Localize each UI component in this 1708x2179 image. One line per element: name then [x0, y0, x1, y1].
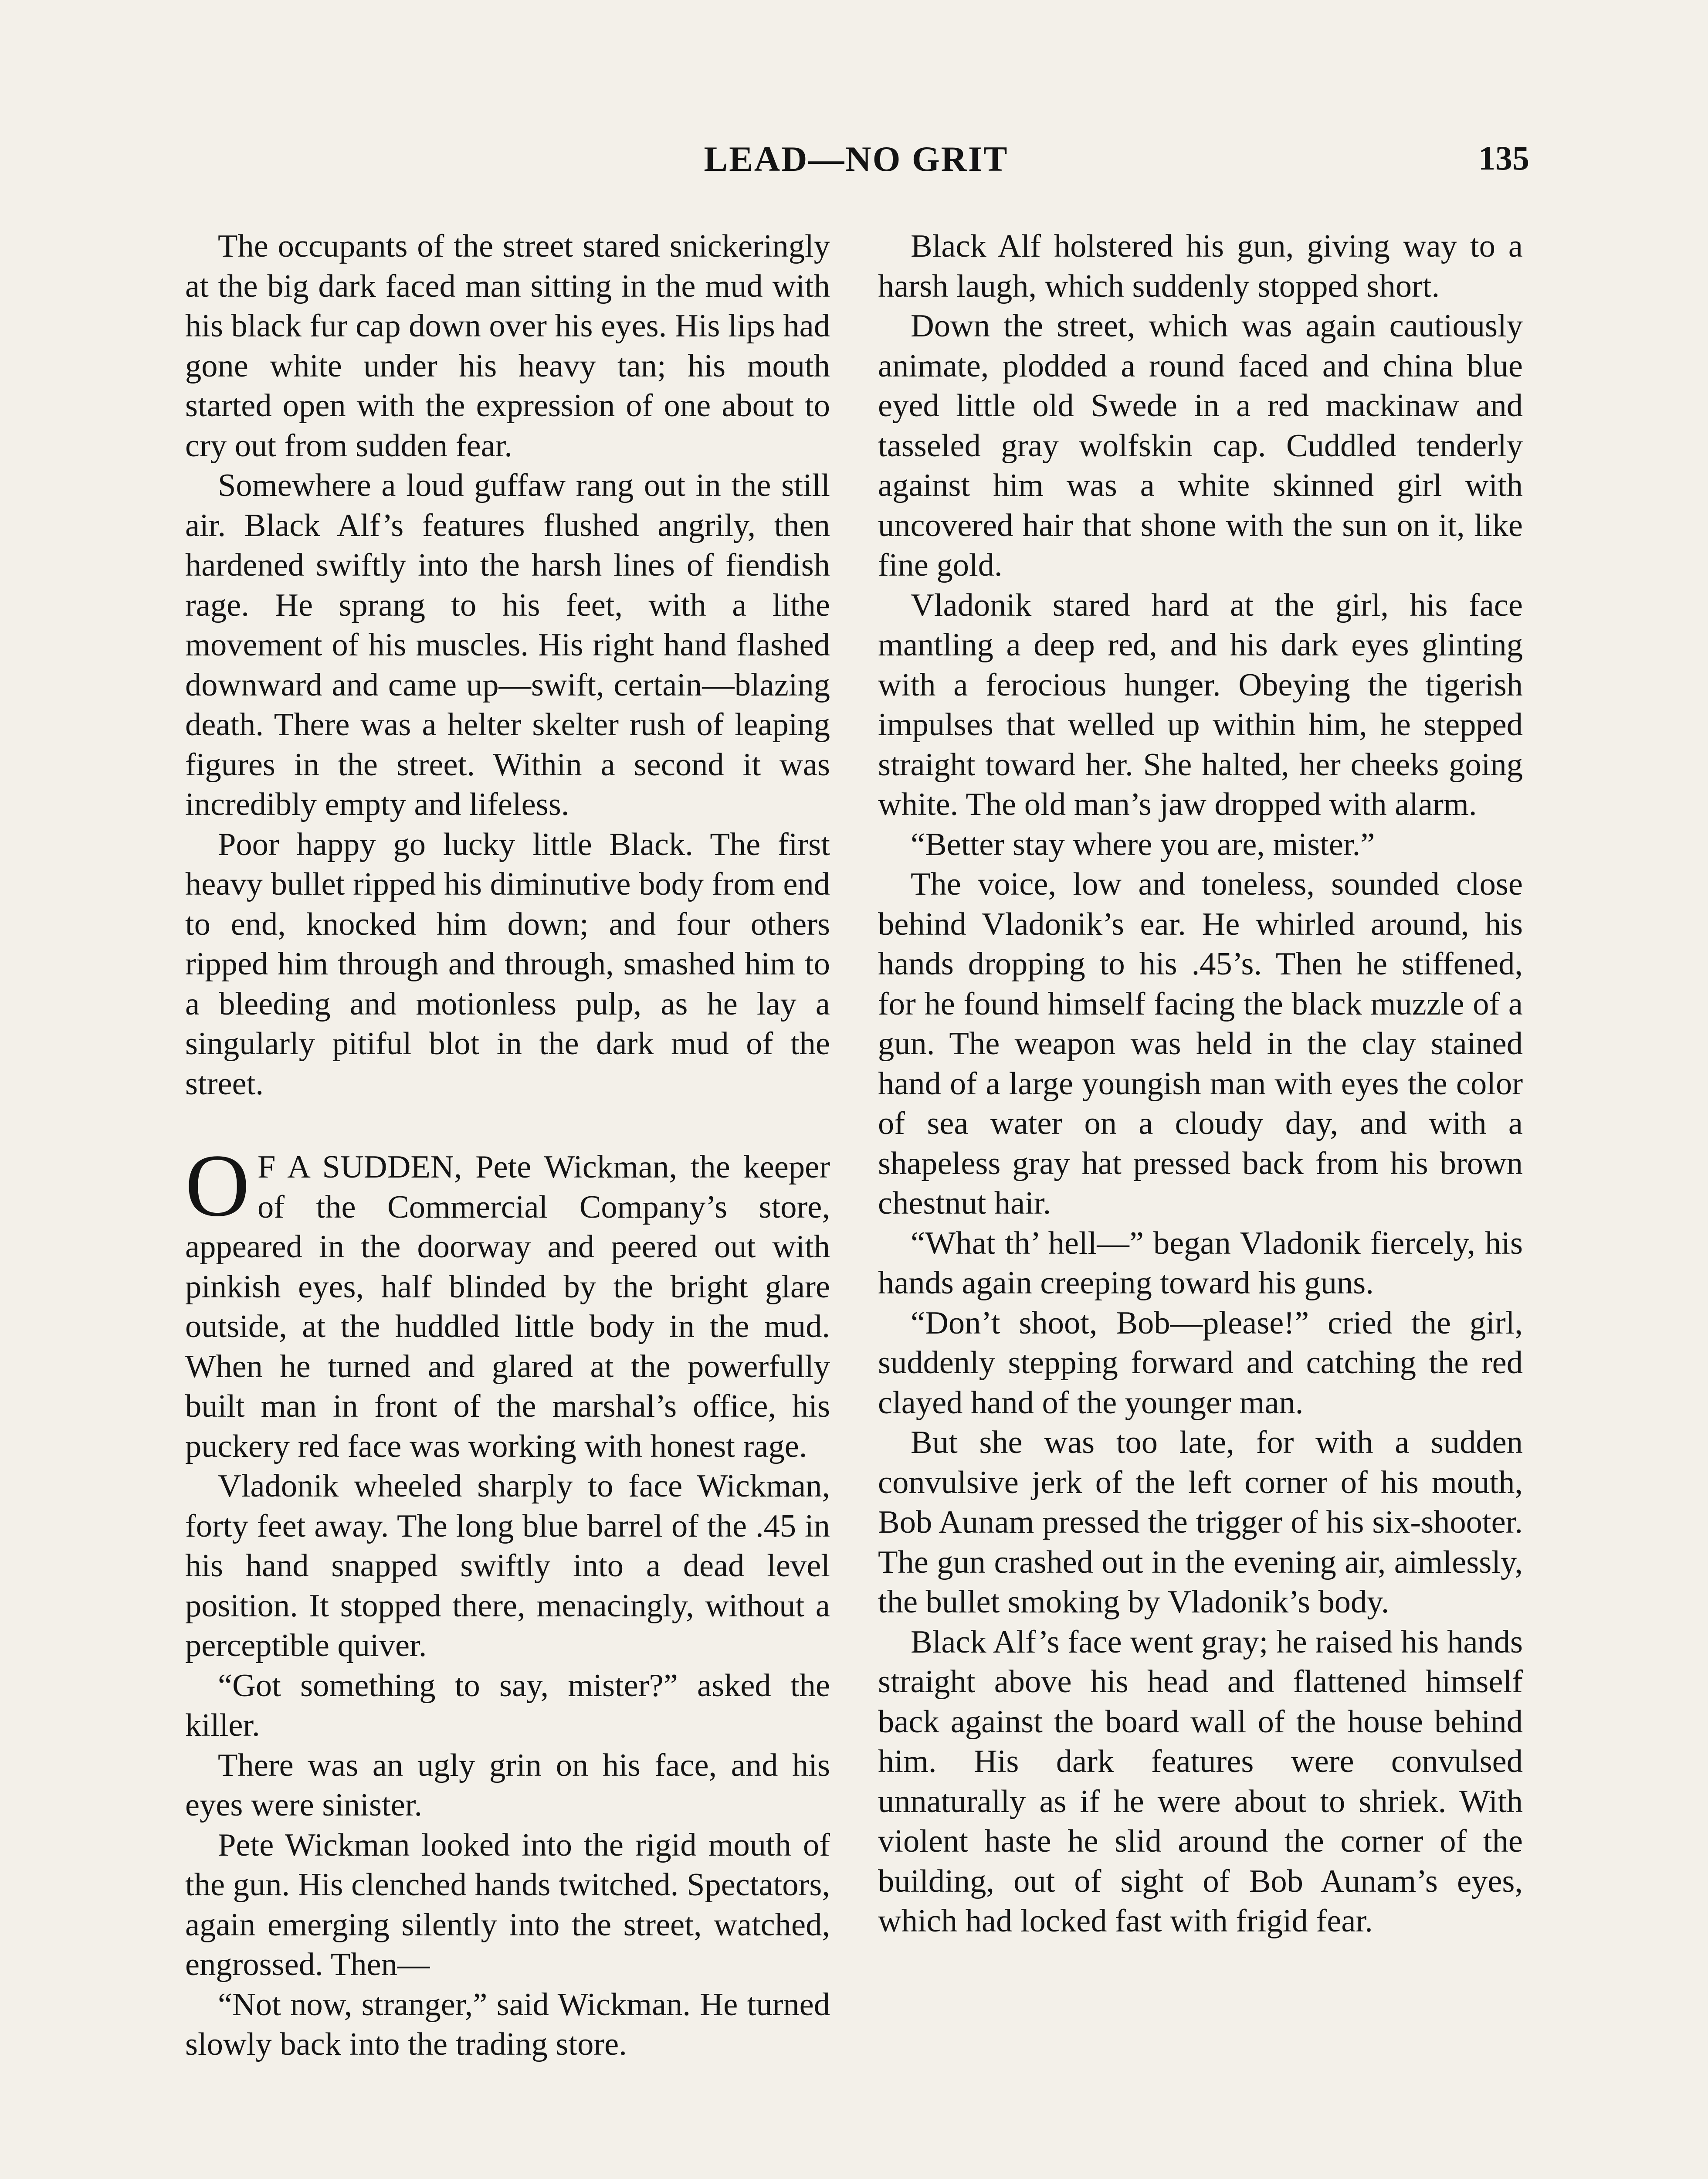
paragraph: Black Alf’s face went gray; he raised his hands straight above his head and flattened himself back against the board wall of the house behind him. His dark features were convulsed unnaturally as if he were about to shriek. With violent haste he slid around the corner of the building, out of sight of Bob Aunam’s eyes, which had locked fast with frigid fear. [878, 1624, 1523, 1939]
paragraph: The occupants of the street stared snickeringly at the big dark faced man sitting in the mud with his black fur cap down over his eyes. His lips had gone white under his heavy tan; his mouth started open with the expression of one about to cry out from sudden fear. [185, 228, 830, 464]
left-column [185, 227, 830, 2065]
dropcap-paragraph-text: F A SUDDEN, Pete Wickman, the keeper of the Commercial Company’s store, appeared in the doorway and peered out with pinkish eyes, half blinded by the bright glare outside, at the huddled little body in the mud. When he turned and glared at the powerfully built man in front of the marshal’s office, his puckery red face was working with honest rage. [185, 1149, 830, 1464]
paragraph: Poor happy go lucky little Black. The first heavy bullet ripped his diminutive body from end to end, knocked him down; and four others ripped him through and through, smashed him to a bleeding and motionless pulp, as he lay a singularly pitiful blot in the dark mud of the street. [185, 826, 830, 1102]
paragraph: Pete Wickman looked into the rigid mouth of the gun. His clenched hands twitched. Spectators, again emerging silently into the street, watched, engrossed. Then— [185, 1827, 830, 1982]
paragraph: Black Alf holstered his gun, giving way to a harsh laugh, which suddenly stopped short. [878, 228, 1523, 304]
drop-cap-letter: O [185, 1136, 250, 1235]
page-header [183, 139, 1529, 187]
paragraph: Vladonik stared hard at the girl, his face mantling a deep red, and his dark eyes glinting with a ferocious hunger. Obeying the tigerish impulses that welled up within him, he stepped straight toward her. She halted, her cheeks going white. The old man’s jaw dropped with alarm. [878, 587, 1523, 822]
paragraph: But she was too late, for with a sudden convulsive jerk of the left corner of his mouth, Bob Aunam pressed the trigger of his six-shooter. The gun crashed out in the evening air, aimlessly, the bullet smoking by Vladonik’s body. [878, 1425, 1523, 1620]
paragraph: “Don’t shoot, Bob—please!” cried the girl, suddenly stepping forward and catching the red clayed hand of the younger man. [878, 1305, 1523, 1421]
paragraph: Somewhere a loud guffaw rang out in the still air. Black Alf’s features flushed angrily, then hardened swiftly into the harsh lines of fiendish rage. He sprang to his feet, with a lithe movement of his muscles. His right hand flashed downward and came up—swift, certain—blazing death. There was a helter skelter rush of leaping figures in the street. Within a second it was incredibly empty and lifeless. [185, 468, 830, 822]
paragraph: “Got something to say, mister?” asked the killer. [185, 1667, 830, 1743]
paragraph: “What th’ hell—” began Vladonik fiercely, his hands again creeping toward his guns. [878, 1225, 1523, 1301]
paragraph: There was an ugly grin on his face, and his eyes were sinister. [185, 1747, 830, 1823]
running-title: LEAD—NO GRIT [704, 139, 1009, 179]
page-number: 135 [1478, 139, 1529, 177]
paragraph: Down the street, which was again cautiously animate, plodded a round faced and china blue eyed little old Swede in a red mackinaw and tasseled gray wolfskin cap. Cuddled tenderly against him was a white skinned girl with uncovered hair that shone with the sun on it, like fine gold. [878, 308, 1523, 583]
paragraph: “Better stay where you are, mister.” [911, 826, 1375, 862]
dropcap-paragraph [185, 1136, 830, 1466]
paragraph: The voice, low and toneless, sounded close behind Vladonik’s ear. He whirled around, his hands dropping to his .45’s. Then he stiffened, for he found himself facing the black muzzle of a gun. The weapon was held in the clay stained hand of a large youngish man with eyes the color of sea water on a cloudy day, and with a shapeless gray hat pressed back from his brown chestnut hair. [878, 866, 1523, 1221]
paragraph: Vladonik wheeled sharply to face Wickman, forty feet away. The long blue barrel of the .45 in his hand snapped swiftly into a dead level position. It stopped there, menacingly, without a perceptible quiver. [185, 1468, 830, 1663]
right-column [878, 227, 1523, 1941]
section-break [185, 1104, 830, 1147]
paragraph: “Not now, stranger,” said Wickman. He turned slowly back into the trading store. [185, 1986, 830, 2062]
